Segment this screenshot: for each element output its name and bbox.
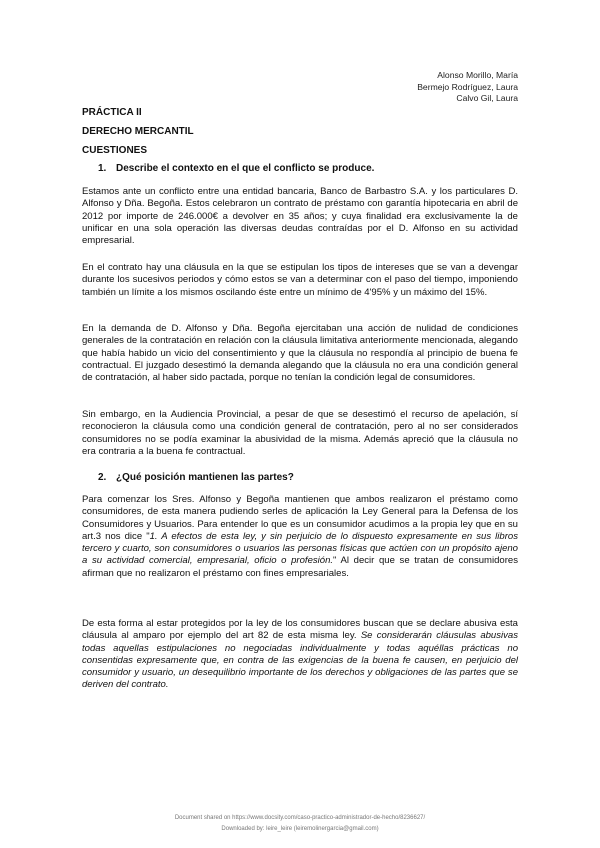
paragraph: En el contrato hay una cláusula en la que se estipulan los tipos de intereses que se van a devengar durante los sucesivos periodos y cómo estos se van a determinar con el paso del tiempo, imponiendo también un límite a los mismos oscilando éste entre un mínimo de 4'95% y un máximo del 15%. [82,262,518,298]
footer-share-link[interactable]: Document shared on https://www.docsity.com/caso-practico-administrador-de-hecho/8236627/ [174,815,426,821]
footer-download-info: Downloaded by: leire_leire (leiremolinergarcia@gmail.com) [221,826,379,832]
author-name: Calvo Gil, Laura [456,93,518,103]
paragraph: Estamos ante un conflicto entre una entidad bancaria, Banco de Barbastro S.A. y los particulares D. Alfonso y Dña. Begoña. Estos celebraron un contrato de préstamo con garantía hipotecaria en abril de 2012 por importe de 246.000€ a devolver en 35 años; y cuya finalidad era exclusivamente la de unificar en una sola operación las diversas deudas contraídas por el D. Alfonso en su actividad empresarial. [82,186,518,247]
paragraph: En la demanda de D. Alfonso y Dña. Begoña ejercitaban una acción de nulidad de condiciones generales de la contratación en relación con la cláusula limitativa anteriormente mencionada, alegando que había habido un vicio del consentimiento y que la cláusula no respondía al principio de buena fe contractual. El juzgado desestimó la demanda alegando que la cláusula no era una condición general de contratación, al haber sido pactada, porque no tenían la condición legal de consumidores. [82,323,518,384]
author-name: Bermejo Rodríguez, Laura [417,81,518,92]
author-list [417,70,518,105]
law-quote: Se considerarán cláusulas abusivas todas aquellas estipulaciones no negociadas individualmente y todas aquéllas prácticas no consentidas expresamente que, en contra de las exigencias de la buena fe causen, en perjuicio del consumidor y usuario, un desequilibrio importante de los derechos y obligaciones de las partes que se deriven del contrato. [82,630,518,691]
paragraph-text: Para comenzar los Sres. Alfonso y Begoña mantienen que ambos realizaron el préstamo como consumidores, de esta manera pudiendo serles de aplicación la Ley General para la Defensa de los Consumidores y Usuarios. Para entender lo que es un consumidor acudimos a la propia ley que en su art.3 nos dice " [82,494,518,542]
subject-title: DERECHO MERCANTIL [82,126,194,137]
question-number: 2. [98,472,107,483]
paragraph [82,494,518,580]
law-quote: 1. A efectos de esta ley, y sin perjuicio de lo dispuesto expresamente en sus libros tercero y cuarto, son consumidores o usuarios las personas físicas que actúen con un propósito ajeno a su actividad comercial, empresarial, oficio o profesión. [82,530,518,567]
document-header [82,103,194,160]
practice-title: PRÁCTICA II [82,107,142,118]
author-name: Alonso Morillo, María [437,70,518,80]
paragraph-text: De esta forma al estar protegidos por la ley de los consumidores buscan que se declare abusiva esta cláusula al amparo por ejemplo del art 82 de esta misma ley. [82,618,518,642]
paragraph [82,618,518,692]
question-number: 1. [98,163,107,174]
question-text: ¿Qué posición mantienen las partes? [116,472,294,483]
question-text: Describe el contexto en el que el conflicto se produce. [116,163,375,174]
question-heading [98,163,374,174]
paragraph: Sin embargo, en la Audiencia Provincial, a pesar de que se desestimó el recurso de apelación, sí reconocieron la cláusula como una condición general de contratación, pero al no ser considerados consumidores no se podía examinar la abusividad de la misma. Además apreció que la cláusula no era contraria a la buena fe contractual. [82,409,518,457]
paragraph-text: " Al decir que se tratan de consumidores afirman que no realizaron el préstamo con fines empresariales. [82,555,518,579]
question-heading [98,472,294,483]
section-title: CUESTIONES [82,145,148,156]
